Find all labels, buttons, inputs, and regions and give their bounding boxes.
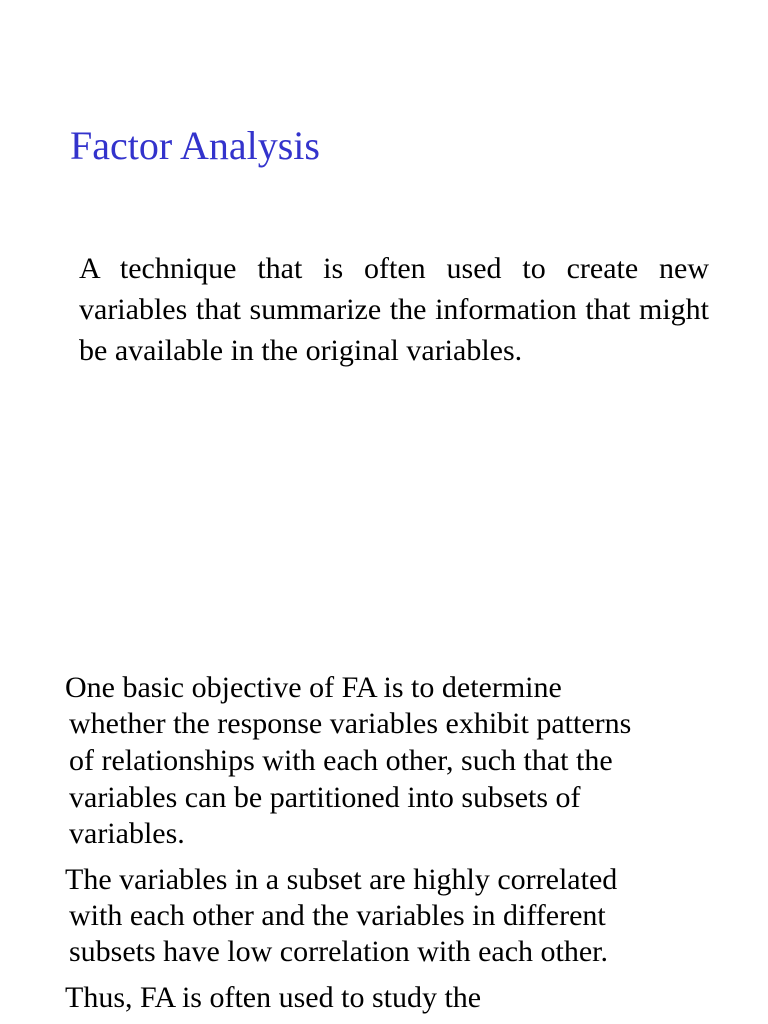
slide-title: Factor Analysis bbox=[70, 123, 320, 168]
paragraph-line: The variables in a subset are highly correlated bbox=[65, 863, 618, 896]
paragraph-line: Thus, FA is often used to study the bbox=[65, 981, 482, 1014]
paragraph-line: with each other and the variables in different bbox=[69, 899, 606, 932]
paragraph-line: subsets have low correlation with each other. bbox=[69, 935, 609, 968]
paragraph-line: One basic objective of FA is to determine bbox=[65, 671, 562, 704]
paragraph-line: variables. bbox=[69, 817, 185, 850]
intro-paragraph: A technique that is often used to create new variables that summarize the information that might be available in the original variables. bbox=[79, 252, 709, 367]
paragraph-line: of relationships with each other, such that the bbox=[69, 744, 613, 777]
paragraph-line: variables can be partitioned into subsets of bbox=[69, 781, 581, 814]
paragraph-line: whether the response variables exhibit patterns bbox=[69, 707, 632, 740]
